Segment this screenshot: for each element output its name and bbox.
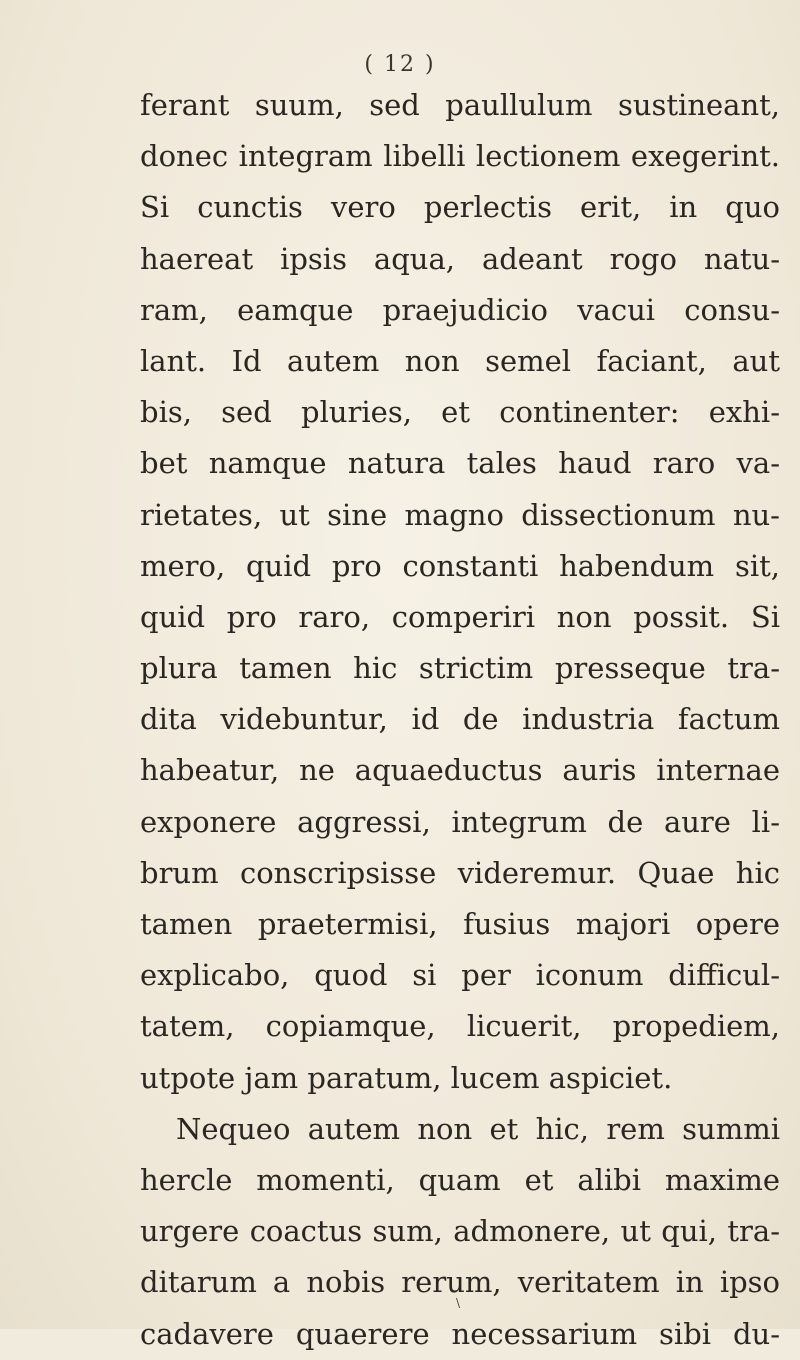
text-line: brum conscripsisse videremur. Quae hic xyxy=(140,855,780,890)
text-line: ferant suum, sed paullulum sustineant, xyxy=(140,88,780,122)
text-line: tamen praetermisi, fusius majori opere xyxy=(140,907,780,941)
text-line: mero, quid pro constanti habendum sit, xyxy=(140,548,780,583)
text-line: explicabo, quod si per iconum difficul- xyxy=(140,958,780,993)
text-line: Si cunctis vero perlectis erit, in quo xyxy=(140,190,780,225)
page-number: ( 12 ) xyxy=(364,52,436,77)
text-line: ditarum a nobis rerum, veritatem in ipso xyxy=(140,1265,780,1300)
text-line: lant. Id autem non semel faciant, aut xyxy=(140,343,780,378)
text-line: Nequeo autem non et hic, rem summi xyxy=(176,1111,780,1146)
text-line: hercle momenti, quam et alibi maxime xyxy=(140,1162,780,1197)
text-line: quid pro raro, comperiri non possit. Si xyxy=(140,599,780,634)
text-line: exponere aggressi, integrum de aure li- xyxy=(140,804,780,839)
text-line: haereat ipsis aqua, adeant rogo natu- xyxy=(140,241,780,276)
text-line: tatem, copiamque, licuerit, propediem, xyxy=(140,1009,780,1044)
text-line: dita videbuntur, id de industria factum xyxy=(140,702,780,737)
text-line: habeatur, ne aquaeductus auris internae xyxy=(140,753,780,788)
text-line: bet namque natura tales haud raro va- xyxy=(140,446,780,481)
text-line: donec integram libelli lectionem exegerint. xyxy=(140,139,780,174)
text-line: urgere coactus sum, admonere, ut qui, tra- xyxy=(140,1214,780,1249)
footer-mark: \ xyxy=(456,1296,461,1310)
text-line: utpote jam paratum, lucem aspiciet. xyxy=(140,1060,673,1095)
text-line: cadavere quaerere necessarium sibi du- xyxy=(140,1316,780,1351)
text-line: bis, sed pluries, et continenter: exhi- xyxy=(140,395,780,430)
text-line: plura tamen hic strictim presseque tra- xyxy=(140,651,780,686)
body-text xyxy=(140,80,780,1360)
text-line: rietates, ut sine magno dissectionum nu- xyxy=(140,497,780,532)
text-line: ram, eamque praejudicio vacui consu- xyxy=(140,292,780,327)
